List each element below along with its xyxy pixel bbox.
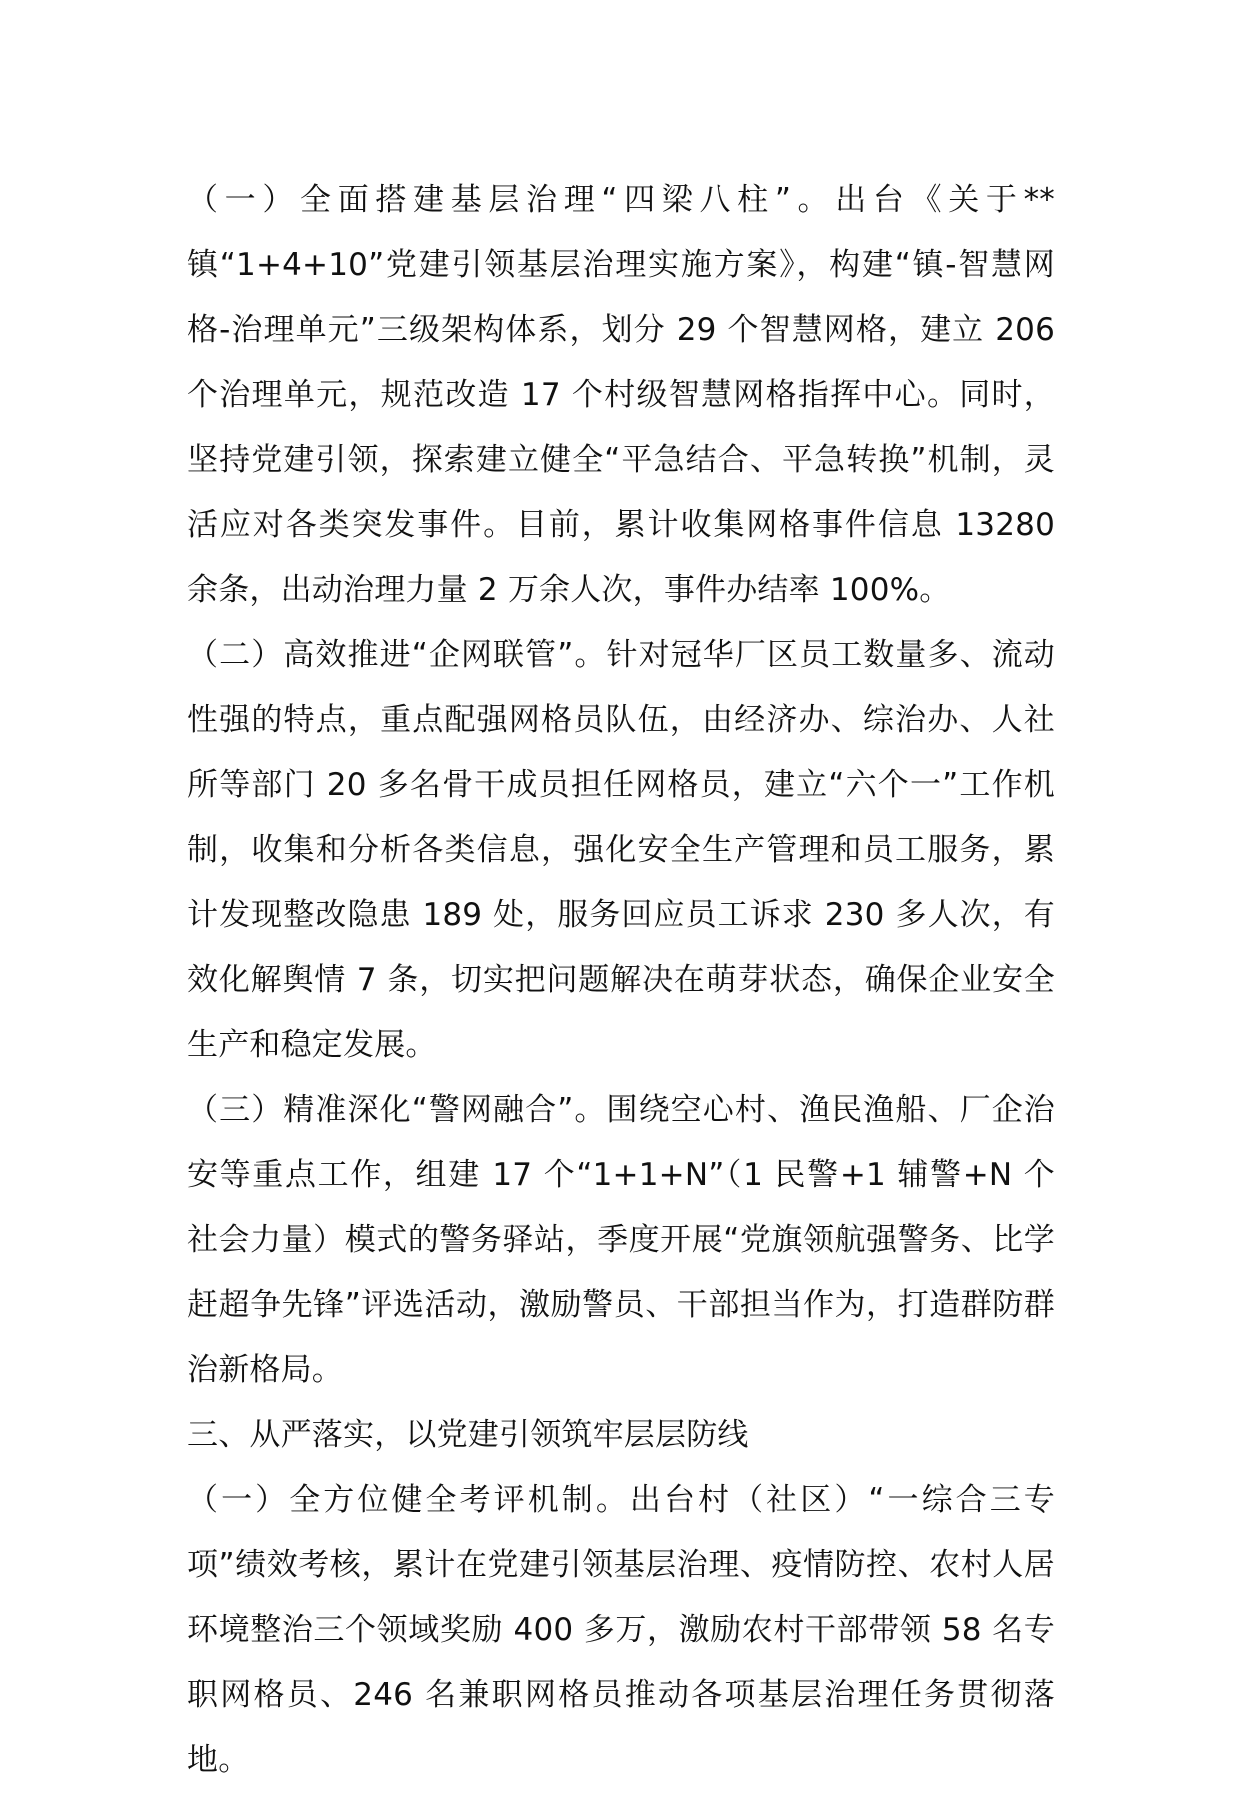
paragraph-enterprise-grid-management: （二）高效推进“企网联管”。针对冠华厂区员工数量多、流动性强的特点，重点配强网格员队伍，由经济办、综治办、人社所等部门 20 多名骨干成员担任网格员，建立“六个一”工作机制，收集和分析各类信息，强化安全生产管理和员工服务，累计发现整改隐患 189 处，服务回应员工诉求 230 多人次，有效化解舆情 7 条，切实把问题解决在萌芽状态，确保企业安全生产和稳定发展。 <box>187 637 1055 1063</box>
paragraph-police-grid-integration: （三）精准深化“警网融合”。围绕空心村、渔民渔船、厂企治安等重点工作，组建 17 个“1+1+N”（1 民警+1 辅警+N 个社会力量）模式的警务驿站，季度开展“党旗领航强警务、比学赶超争先锋”评选活动，激励警员、干部担当作为，打造群防群治新格局。 <box>187 1092 1055 1388</box>
document-body <box>187 168 1055 1793</box>
paragraph-evaluation-mechanism: （一）全方位健全考评机制。出台村（社区）“一综合三专项”绩效考核，累计在党建引领基层治理、疫情防控、农村人居环境整治三个领域奖励 400 多万，激励农村干部带领 58 名专职网格员、246 名兼职网格员推动各项基层治理任务贯彻落地。 <box>187 1482 1055 1778</box>
section-heading-three: 三、从严落实，以党建引领筑牢层层防线 <box>187 1417 749 1453</box>
paragraph-grassroots-governance-framework: （一）全面搭建基层治理“四梁八柱”。出台《关于**镇“1+4+10”党建引领基层治理实施方案》，构建“镇-智慧网格-治理单元”三级架构体系，划分 29 个智慧网格，建立 206 个治理单元，规范改造 17 个村级智慧网格指挥中心。同时，坚持党建引领，探索建立健全“平急结合、平急转换”机制，灵活应对各类突发事件。目前，累计收集网格事件信息 13280 余条，出动治理力量 2 万余人次，事件办结率 100%。 <box>187 182 1055 608</box>
